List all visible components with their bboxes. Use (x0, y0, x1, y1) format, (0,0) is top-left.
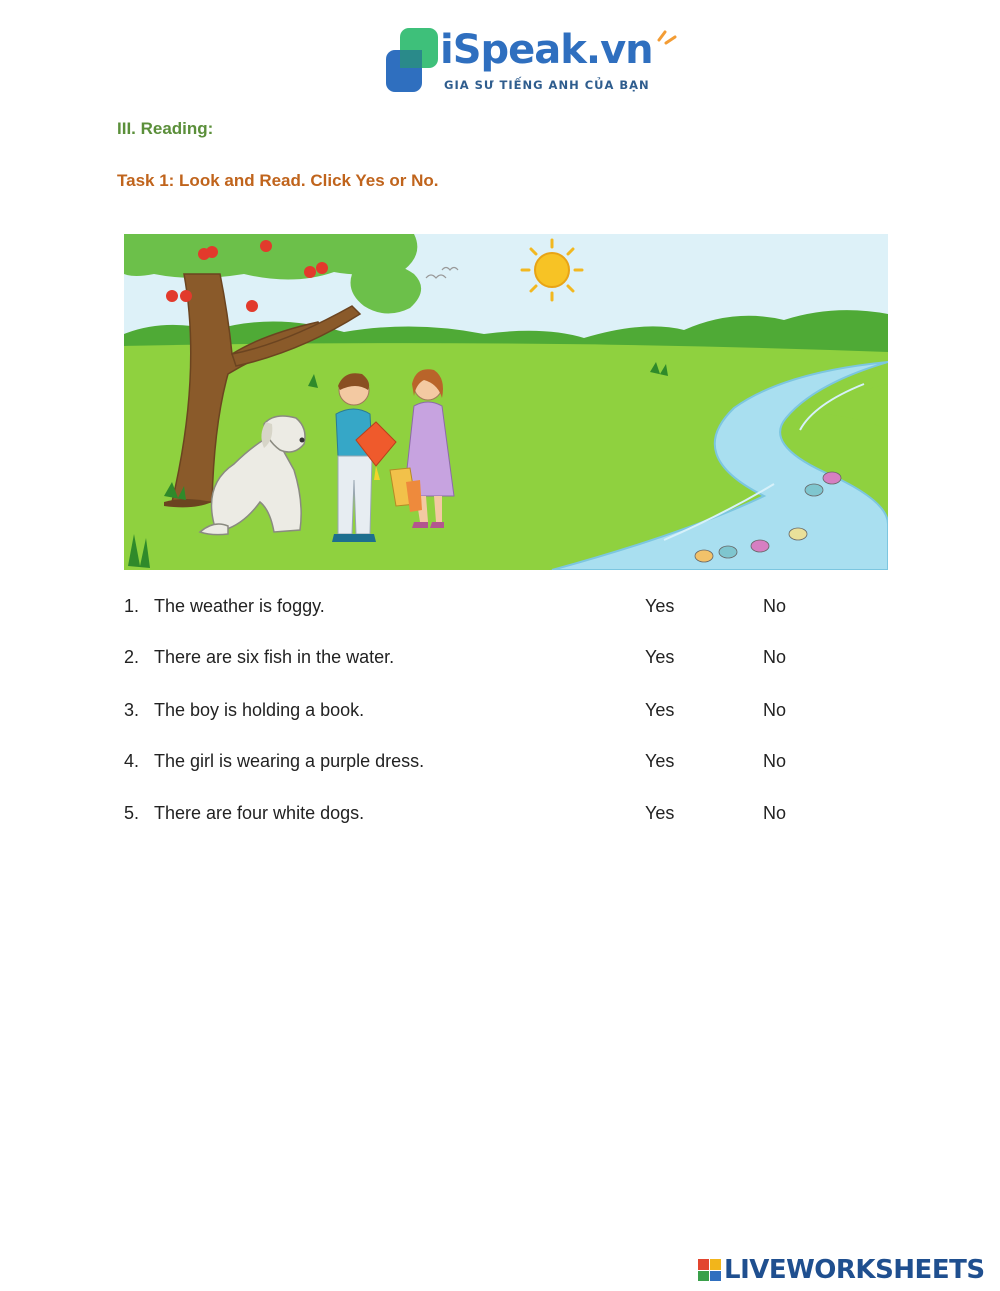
question-row (124, 751, 824, 777)
question-text: The weather is foggy. (154, 596, 325, 616)
question-row (124, 596, 824, 622)
no-option[interactable]: No (763, 700, 787, 720)
no-option[interactable]: No (763, 596, 787, 616)
footer-brand: LIVEWORKSHEETS (724, 1255, 985, 1285)
question-row (124, 803, 824, 829)
liveworksheets-blocks-icon (697, 1258, 723, 1282)
question-text: There are six fish in the water. (154, 647, 395, 667)
no-option[interactable]: No (763, 751, 787, 771)
task-heading: Task 1: Look and Read. Click Yes or No. (117, 171, 439, 190)
question-number: 3. (124, 700, 140, 720)
no-option[interactable]: No (763, 803, 787, 823)
question-row (124, 700, 824, 726)
logo-brand: iSpeak.vn (440, 27, 653, 73)
question-text: The girl is wearing a purple dress. (154, 751, 425, 771)
question-text: There are four white dogs. (154, 803, 365, 823)
yes-option[interactable]: Yes (645, 647, 675, 667)
section-heading: III. Reading: (117, 119, 214, 138)
ispeak-logo-icon (384, 26, 446, 94)
spark-icon (656, 28, 678, 50)
park-illustration (124, 234, 888, 570)
question-number: 4. (124, 751, 140, 771)
ispeak-logo (384, 26, 684, 98)
logo-tagline: GIA SƯ TIẾNG ANH CỦA BẠN (444, 78, 650, 92)
liveworksheets-logo (697, 1254, 997, 1286)
question-number: 1. (124, 596, 140, 616)
yes-option[interactable]: Yes (645, 700, 675, 720)
question-text: The boy is holding a book. (154, 700, 365, 720)
yes-option[interactable]: Yes (645, 751, 675, 771)
question-number: 5. (124, 803, 140, 823)
yes-option[interactable]: Yes (645, 596, 675, 616)
question-row (124, 647, 824, 673)
question-number: 2. (124, 647, 140, 667)
no-option[interactable]: No (763, 647, 787, 667)
yes-option[interactable]: Yes (645, 803, 675, 823)
